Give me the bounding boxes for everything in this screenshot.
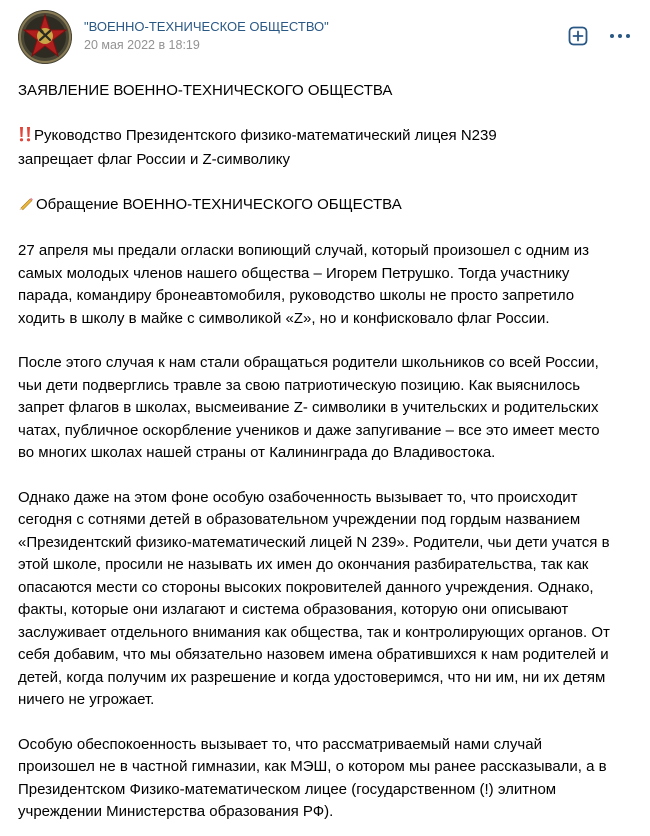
paragraph-4 bbox=[18, 734, 638, 824]
paragraph-3-line: факты, которые они излагают и система образования, которую они описывают bbox=[18, 601, 569, 618]
paragraph-2-line: чьи дети подверглись травле за свою патриотическую позицию. Как выяснилось bbox=[18, 376, 581, 394]
more-options-button[interactable] bbox=[609, 26, 631, 46]
appeal-title: Обращение ВОЕННО-ТЕХНИЧЕСКОГО ОБЩЕСТВА bbox=[36, 195, 402, 213]
paragraph-4-line: произошел не в частной гимназии, как МЭШ, о котором мы ранее рассказывали, а в bbox=[18, 758, 607, 775]
paragraph-3-line: опасаются мести со стороны высоких покровителей данного учреждения. Однако, bbox=[18, 578, 594, 596]
paragraph-2-line: во многих школах нашей страны от Калининграда до Владивостока. bbox=[18, 444, 496, 461]
avatar[interactable] bbox=[18, 10, 72, 64]
add-square-icon bbox=[568, 26, 588, 46]
paragraph-3-line: заслуживает отдельного внимания как общества, так и контролирующих органов. От bbox=[18, 623, 610, 641]
paragraph-2-line: чатах, публичное оскорбление учеников и даже запугивание – все это имеет место bbox=[18, 421, 600, 439]
paragraph-1-line: ходить в школу в майке с символикой «Z», но и конфисковало флаг России. bbox=[18, 309, 550, 327]
paragraph-3-line: сегодня с сотнями детей в образовательном учреждении под гордым названием bbox=[18, 511, 581, 528]
paragraph-2 bbox=[18, 352, 638, 465]
alert-block bbox=[18, 125, 638, 172]
paragraph-3-line: себя добавим, что мы обязательно назовем имена обратившихся к нам родителей и bbox=[18, 646, 609, 663]
paragraph-3-line: этой школе, просили не называть их имен до окончания разбирательства, так как bbox=[18, 556, 589, 573]
paragraph-2-line: запрет флагов в школах, высмеивание Z- символики в учительских и родительских bbox=[18, 399, 599, 416]
appeal-title-block bbox=[18, 194, 638, 219]
paragraph-1-line: 27 апреля мы предали огласки вопиющий случай, который произошел с одним из bbox=[18, 242, 589, 259]
post-author[interactable]: "ВОЕННО-ТЕХНИЧЕСКОЕ ОБЩЕСТВО" bbox=[84, 19, 329, 34]
post-headline: ЗАЯВЛЕНИЕ ВОЕННО-ТЕХНИЧЕСКОГО ОБЩЕСТВА bbox=[18, 82, 393, 99]
paragraph-1-line: самых молодых членов нашего общества – Игорем Петрушко. Тогда участнику bbox=[18, 264, 570, 282]
paragraph-2-line: После этого случая к нам стали обращаться родители школьников со всей России, bbox=[18, 354, 599, 371]
post-date[interactable]: 20 мая 2022 в 18:19 bbox=[84, 38, 200, 52]
paragraph-3-line: Однако даже на этом фоне особую озабоченность вызывает то, что происходит bbox=[18, 488, 578, 506]
double-exclamation-icon bbox=[18, 126, 32, 150]
alert-line-1: Руководство Президентского физико-математический лицея N239 bbox=[34, 126, 497, 144]
post-text bbox=[18, 80, 638, 824]
paragraph-4-line: учреждении Министерства образования РФ). bbox=[18, 803, 334, 820]
add-button[interactable] bbox=[568, 26, 588, 46]
paragraph-4-line: Президентском Физико-математическом лицее (государственном (!) элитном bbox=[18, 780, 557, 798]
post-header bbox=[18, 10, 638, 66]
red-star-emblem-icon bbox=[18, 10, 72, 64]
more-dots-icon bbox=[609, 26, 631, 46]
paragraph-3 bbox=[18, 487, 638, 712]
paragraph-4-line: Особую обеспокоенность вызывает то, что рассматриваемый нами случай bbox=[18, 735, 542, 753]
paragraph-3-line: детей, когда получим их разрешение и когда удостоверимся, что ни им, ни их детям bbox=[18, 668, 606, 686]
alert-line-2: запрещает флаг России и Z-символику bbox=[18, 151, 291, 168]
pencil-icon bbox=[18, 195, 34, 219]
paragraph-1 bbox=[18, 240, 638, 330]
paragraph-3-line: ничего не угрожает. bbox=[18, 691, 155, 708]
paragraph-1-line: парада, командиру бронеавтомобиля, руководство школы не просто запретило bbox=[18, 287, 575, 304]
paragraph-3-line: «Президентский физико-математический лицей N 239». Родители, чьи дети учатся в bbox=[18, 533, 610, 551]
